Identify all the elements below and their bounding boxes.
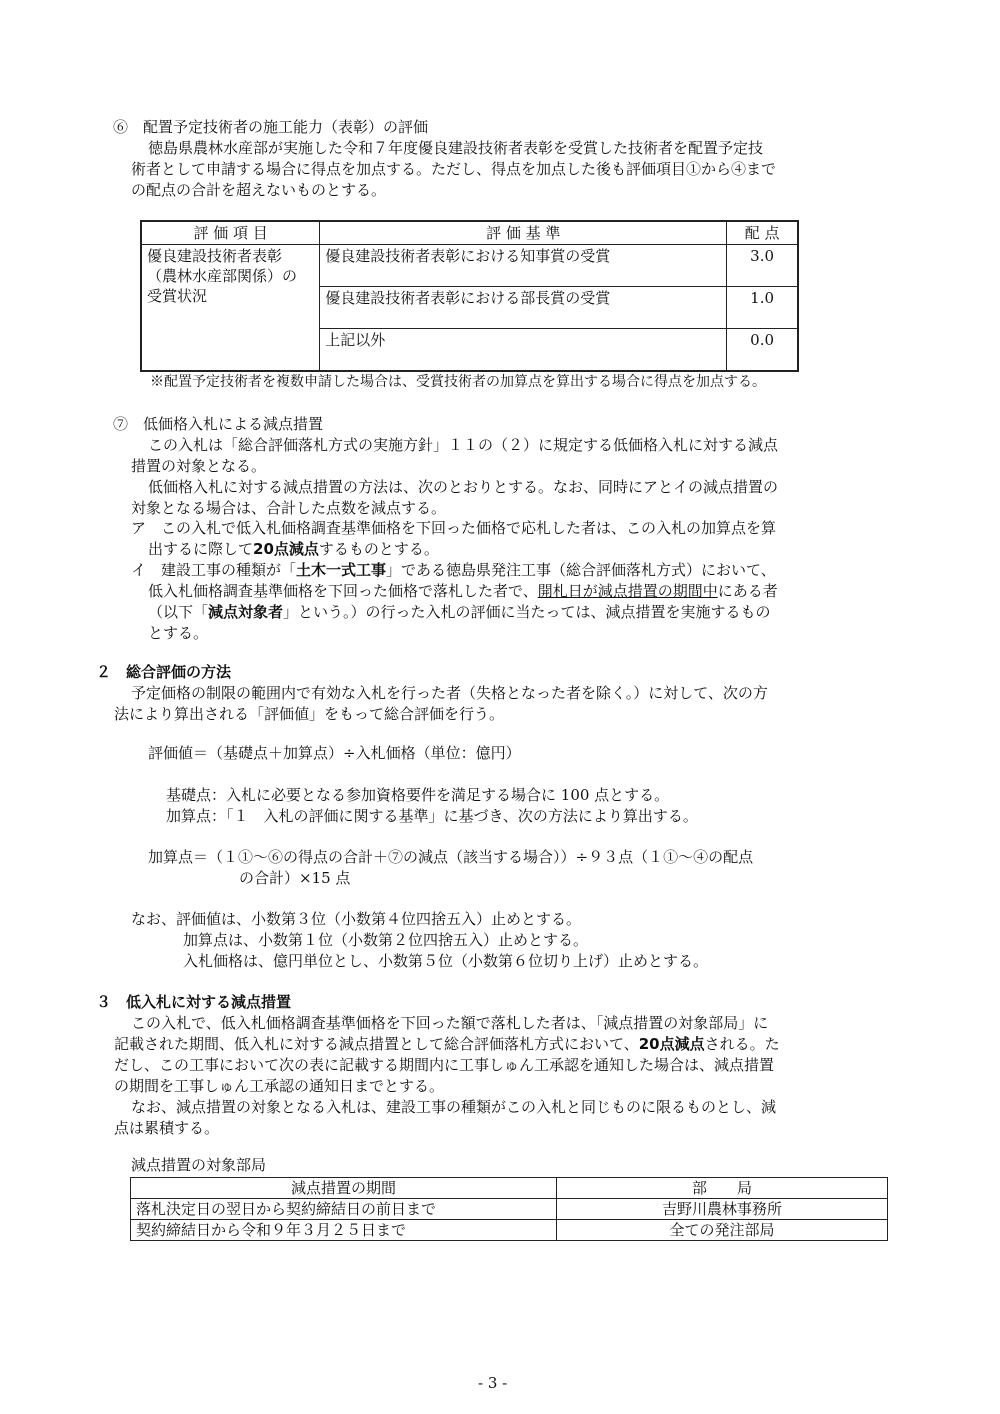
added-points-formula: 加算点＝（１①～⑥の得点の合計＋⑦の減点（該当する場合））÷９３点（１①～④の配点 (148, 848, 754, 866)
points-cell: 3.0 (727, 245, 798, 287)
work-type-emphasis: 土木一式工事 (296, 561, 387, 579)
award-evaluation-table (140, 220, 799, 372)
criterion-cell: 上記以外 (320, 329, 727, 371)
penalty-department-table (130, 1177, 888, 1241)
table-header: 配 点 (727, 221, 798, 245)
table-caption: 減点措置の対象部局 (131, 1156, 267, 1174)
section-6-heading: ⑥ 配置予定技術者の施工能力（表彰）の評価 (113, 118, 429, 136)
added-points-definition: 加算点：「１ 入札の評価に関する基準」に基づき、次の方法により算出する。 (166, 807, 698, 825)
table-header: 評 価 項 目 (141, 221, 320, 245)
base-points-definition: 基礎点：入札に必要となる参加資格要件を満足する場合に 100 点とする。 (166, 786, 670, 804)
rounding-rule: なお、評価値は、小数第３位（小数第４位四捨五入）止めとする。 (131, 910, 582, 928)
target-emphasis: 減点対象者 (208, 603, 284, 621)
table-note: ※配置予定技術者を複数申請した場合は、受賞技術者の加算点を算出する場合に得点を加点する。 (150, 374, 766, 390)
added-points-formula: の合計）×15 点 (239, 869, 351, 887)
rounding-rule: 加算点は、小数第１位（小数第２位四捨五入）止めとする。 (183, 931, 589, 949)
points-cell: 0.0 (727, 329, 798, 371)
section-2-text-line: 予定価格の制限の範囲内で有効な入札を行った者（失格となった者を除く。）に対して、次の方 (131, 684, 768, 702)
item-a-line: ア この入札で低入札価格調査基準価格を下回った価格で応札した者は、この入札の加算点を算 (131, 519, 777, 537)
evaluation-formula: 評価値＝（基礎点＋加算点）÷入札価格（単位：億円） (148, 744, 521, 762)
table-header: 部 局 (557, 1178, 888, 1199)
section-3-text-line: だし、この工事において次の表に記載する期間内に工事しゅん工承認を通知した場合は、減点措置 (114, 1056, 775, 1074)
item-a-line: 出するに際して20点減点するものとする。 (148, 540, 439, 558)
section-3-text-line: の期間を工事しゅん工承認の通知日までとする。 (114, 1077, 445, 1095)
section-3-heading: ３ 低入札に対する減点措置 (96, 993, 292, 1011)
page-number: - 3 - (478, 1374, 508, 1392)
penalty-points-emphasis: 20点減点 (638, 1035, 705, 1053)
section-3-text-line: 点は累積する。 (114, 1119, 220, 1137)
penalty-points-emphasis: 20点減点 (253, 540, 319, 558)
section-6-text-line: 徳島県農林水産部が実施した令和７年度優良建設技術者表彰を受賞した技術者を配置予定技 (148, 139, 764, 157)
section-7-text-line: 措置の対象となる。 (131, 457, 267, 475)
department-cell: 全ての発注部局 (557, 1220, 888, 1241)
evaluation-item-line: 受賞状況 (147, 287, 208, 305)
section-3-text-line: なお、減点措置の対象となる入札は、建設工事の種類がこの入札と同じものに限るものとし、減 (131, 1098, 777, 1116)
evaluation-item-cell (141, 245, 320, 371)
item-i-line: イ 建設工事の種類が「土木一式工事」である徳島県発注工事（総合評価落札方式）において、 (131, 561, 776, 579)
section-7-heading: ⑦ 低価格入札による減点措置 (113, 415, 324, 433)
criterion-cell: 優良建設技術者表彰における知事賞の受賞 (320, 245, 727, 287)
section-3-text-line: 記載された期間、低入札に対する減点措置として総合評価落札方式において、20点減点される。た (114, 1035, 780, 1053)
period-cell: 契約締結日から令和９年３月２５日まで (131, 1220, 557, 1241)
section-7-text-line: 対象となる場合は、合計した点数を減点する。 (131, 499, 447, 517)
section-7-text-line: 低価格入札に対する減点措置の方法は、次のとおりとする。なお、同時にアとイの減点措置の (148, 478, 779, 496)
table-row (131, 1220, 888, 1241)
item-i-line: 低入札価格調査基準価格を下回った価格で落札した者で、開札日が減点措置の期間中にある者 (148, 582, 778, 600)
table-header: 評 価 基 準 (320, 221, 727, 245)
department-cell: 吉野川農林事務所 (557, 1199, 888, 1220)
evaluation-item-line: 優良建設技術者表彰 (147, 247, 283, 265)
evaluation-item-line: （農林水産部関係）の (147, 267, 298, 285)
period-cell: 落札決定日の翌日から契約締結日の前日まで (131, 1199, 557, 1220)
item-i-line: とする。 (148, 624, 209, 642)
section-6-text-line: 術者として申請する場合に得点を加点する。ただし、得点を加点した後も評価項目①から④まで (131, 160, 777, 178)
section-2-text-line: 法により算出される「評価値」をもって総合評価を行う。 (114, 705, 505, 723)
table-header: 減点措置の期間 (131, 1178, 557, 1199)
section-6-text-line: の配点の合計を超えないものとする。 (131, 181, 387, 199)
table-row (131, 1199, 888, 1220)
section-7-text-line: この入札は「総合評価落札方式の実施方針」１１の（２）に規定する低価格入札に対する減点 (148, 436, 779, 454)
points-cell: 1.0 (727, 287, 798, 329)
section-2-heading: ２ 総合評価の方法 (96, 663, 232, 681)
section-3-text-line: この入札で、低入札価格調査基準価格を下回った額で落札した者は、「減点措置の対象部局」に (131, 1014, 769, 1032)
period-underline-text: 開札日が減点措置の期間中 (537, 582, 718, 600)
item-i-line: （以下「減点対象者」という。）の行った入札の評価に当たっては、減点措置を実施するもの (148, 603, 771, 621)
rounding-rule: 入札価格は、億円単位とし、小数第５位（小数第６位切り上げ）止めとする。 (183, 952, 709, 970)
criterion-cell: 優良建設技術者表彰における部長賞の受賞 (320, 287, 727, 329)
